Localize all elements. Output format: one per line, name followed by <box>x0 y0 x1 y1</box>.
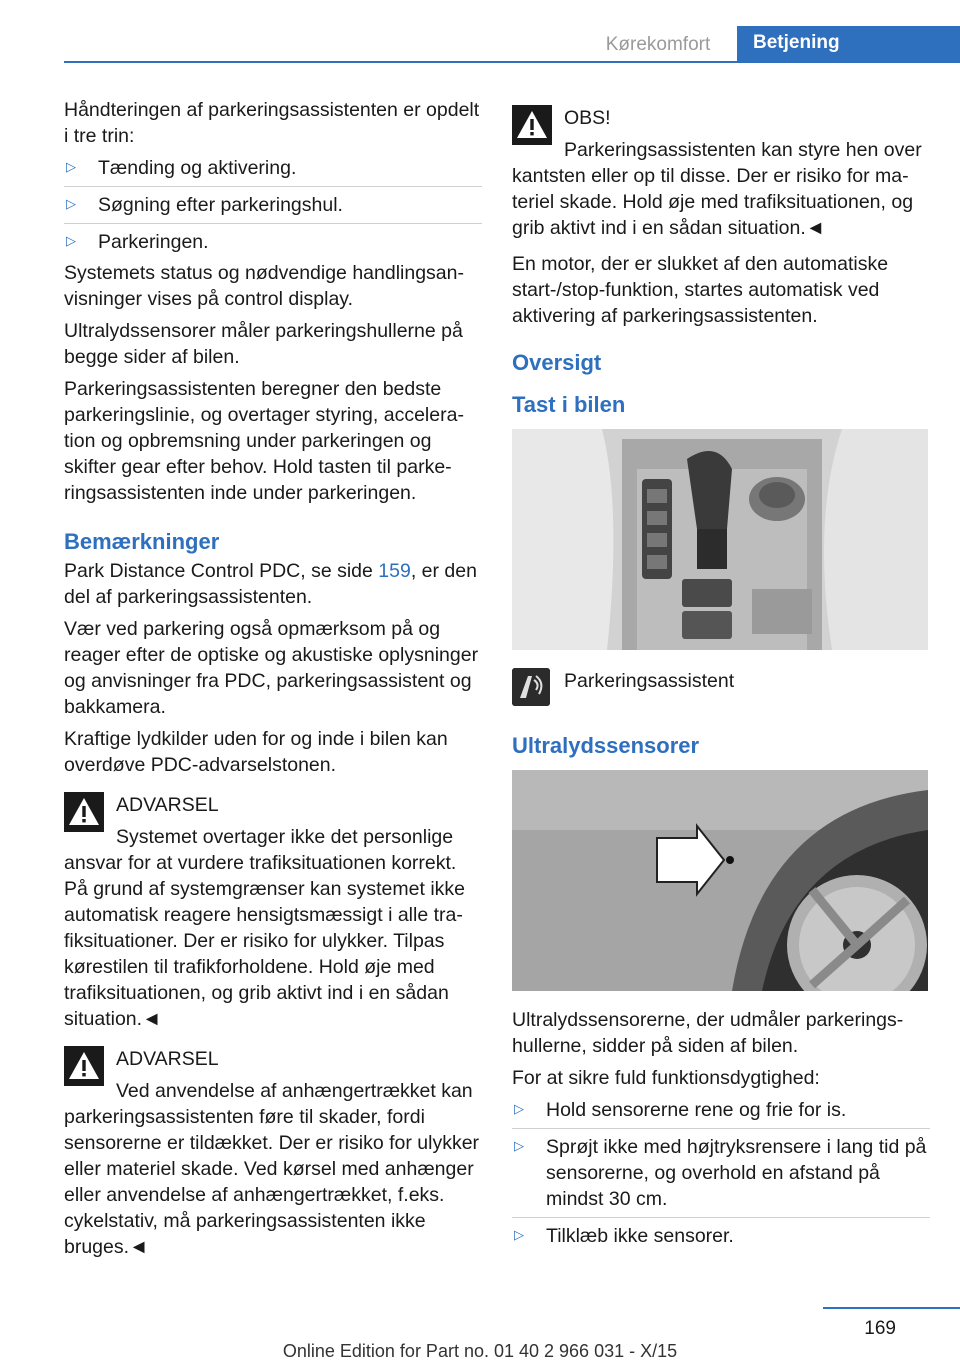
warning-block <box>64 1046 482 1260</box>
warning-icon <box>64 792 104 832</box>
list-item: ▷ Hold sensorerne rene og frie for is. <box>512 1097 930 1128</box>
tab-betjening[interactable]: Betjening <box>737 26 960 62</box>
sensor-location-photo <box>512 770 928 991</box>
left-column <box>64 97 482 1270</box>
caution-text: Parkeringsassistenten kan styre hen over kantsten eller op til disse. Der er risiko for materiel skade. Hold øje med trafiksituationen, og grib aktivt ind i en sådan situation.◄ <box>512 139 922 239</box>
page-link-159[interactable]: 159 <box>378 560 411 582</box>
triangle-bullet-icon: ▷ <box>66 159 76 174</box>
tab-korekomfort[interactable]: Kørekomfort <box>605 34 711 55</box>
warning-icon <box>64 1046 104 1086</box>
paragraph: En motor, der er slukket af den automatiske start-/stop-funktion, startes automatisk ved aktivering af parkeringsassistenten. <box>512 253 889 327</box>
paragraph: Kraftige lydkilder uden for og inde i bilen kan overdøve PDC-advarselstonen. <box>64 728 448 776</box>
heading-notes: Bemærkninger <box>64 529 220 554</box>
heading-overview: Oversigt <box>512 350 602 375</box>
edition-note: Online Edition for Part no. 01 40 2 966 031 - X/15 <box>282 1341 678 1361</box>
paragraph: Ultralydssensorer måler parkeringshullerne på begge sider af bilen. <box>64 320 463 368</box>
caution-block <box>512 105 930 241</box>
triangle-bullet-icon: ▷ <box>66 233 76 248</box>
page-footer <box>0 1300 960 1362</box>
parking-assistant-entry <box>512 668 930 708</box>
triangle-bullet-icon: ▷ <box>514 1138 524 1153</box>
center-console-illustration <box>512 429 928 650</box>
list-item: ▷ Tilklæb ikke sensorer. <box>512 1217 930 1254</box>
pdc-paragraph: Park Distance Control PDC, se side 159, er den del af parkeringsassistenten. <box>64 560 477 608</box>
page-number: 169 <box>864 1318 896 1339</box>
intro-text: Håndteringen af parkeringsassistenten er opdelt i tre trin: <box>64 99 480 147</box>
warning-title: ADVARSEL <box>116 1048 219 1070</box>
footer-rule <box>823 1307 960 1309</box>
triangle-bullet-icon: ▷ <box>514 1101 524 1116</box>
warning-text: Systemet overtager ikke det personlige ansvar for at vurdere trafiksituationen korrekt. På grund af systemgrænser kan systemet ikke automatisk reagere hensigtsmæssigt i alle trafiksituationer. Der er risiko for ulykker. Tilpas kørestilen til trafikforholdene. Hold øje med trafiksituationen, og grib aktivt ind i en sådan situation.◄ <box>64 826 465 1030</box>
caution-title: OBS! <box>564 107 611 129</box>
triangle-bullet-icon: ▷ <box>66 196 76 211</box>
warning-block <box>64 792 482 1032</box>
list-item: ▷ Tænding og aktivering. <box>64 155 482 186</box>
parking-assistant-label: Parkeringsassistent <box>564 670 735 692</box>
sensor-location-illustration <box>512 770 928 991</box>
heading-button-in-car: Tast i bilen <box>512 392 626 417</box>
paragraph: Parkeringsassistenten beregner den bedste parkeringslinie, og overtager styring, acceleration og opbremsning under parkeringen og skifter gear efter behov. Hold tasten til parkeringsassistenten inde under parkeringen. <box>64 378 464 504</box>
right-column <box>512 97 930 1254</box>
steps-list <box>64 155 482 260</box>
center-console-photo <box>512 429 928 650</box>
page-header <box>0 26 960 62</box>
warning-text: Ved anvendelse af anhængertrækket kan parkeringsassistenten føre til skader, fordi sensorerne er tildækket. Der er risiko for ulykker eller materiel skade. Ved kørsel med anhænger eller anvendelse af anhængertrækket, f.eks. cykelstativ, må parkeringsassistenten ikke bruges.◄ <box>64 1080 480 1258</box>
list-item: ▷ Sprøjt ikke med højtryksrensere i lang tid på sensorerne, og overhold en afstand på mindst 30 cm. <box>512 1128 930 1217</box>
paragraph: Systemets status og nødvendige handlingsanvisninger vises på control display. <box>64 262 464 310</box>
paragraph: For at sikre fuld funktionsdygtighed: <box>512 1067 820 1089</box>
warning-title: ADVARSEL <box>116 794 219 816</box>
list-item: ▷ Søgning efter parkeringshul. <box>64 186 482 223</box>
parking-assistant-icon <box>512 668 550 706</box>
paragraph: Vær ved parkering også opmærksom på og reager efter de optiske og akustiske oplysninger og anvisninger fra PDC, parkeringsassistent og bakkamera. <box>64 618 479 718</box>
tips-list <box>512 1097 930 1254</box>
heading-ultrasonic-sensors: Ultralydssensorer <box>512 733 700 758</box>
header-rule <box>64 61 960 63</box>
triangle-bullet-icon: ▷ <box>514 1227 524 1242</box>
caution-icon <box>512 105 552 145</box>
paragraph: Ultralydssensorerne, der udmåler parkeringshullerne, sidder på siden af bilen. <box>512 1009 904 1057</box>
list-item: ▷ Parkeringen. <box>64 223 482 260</box>
